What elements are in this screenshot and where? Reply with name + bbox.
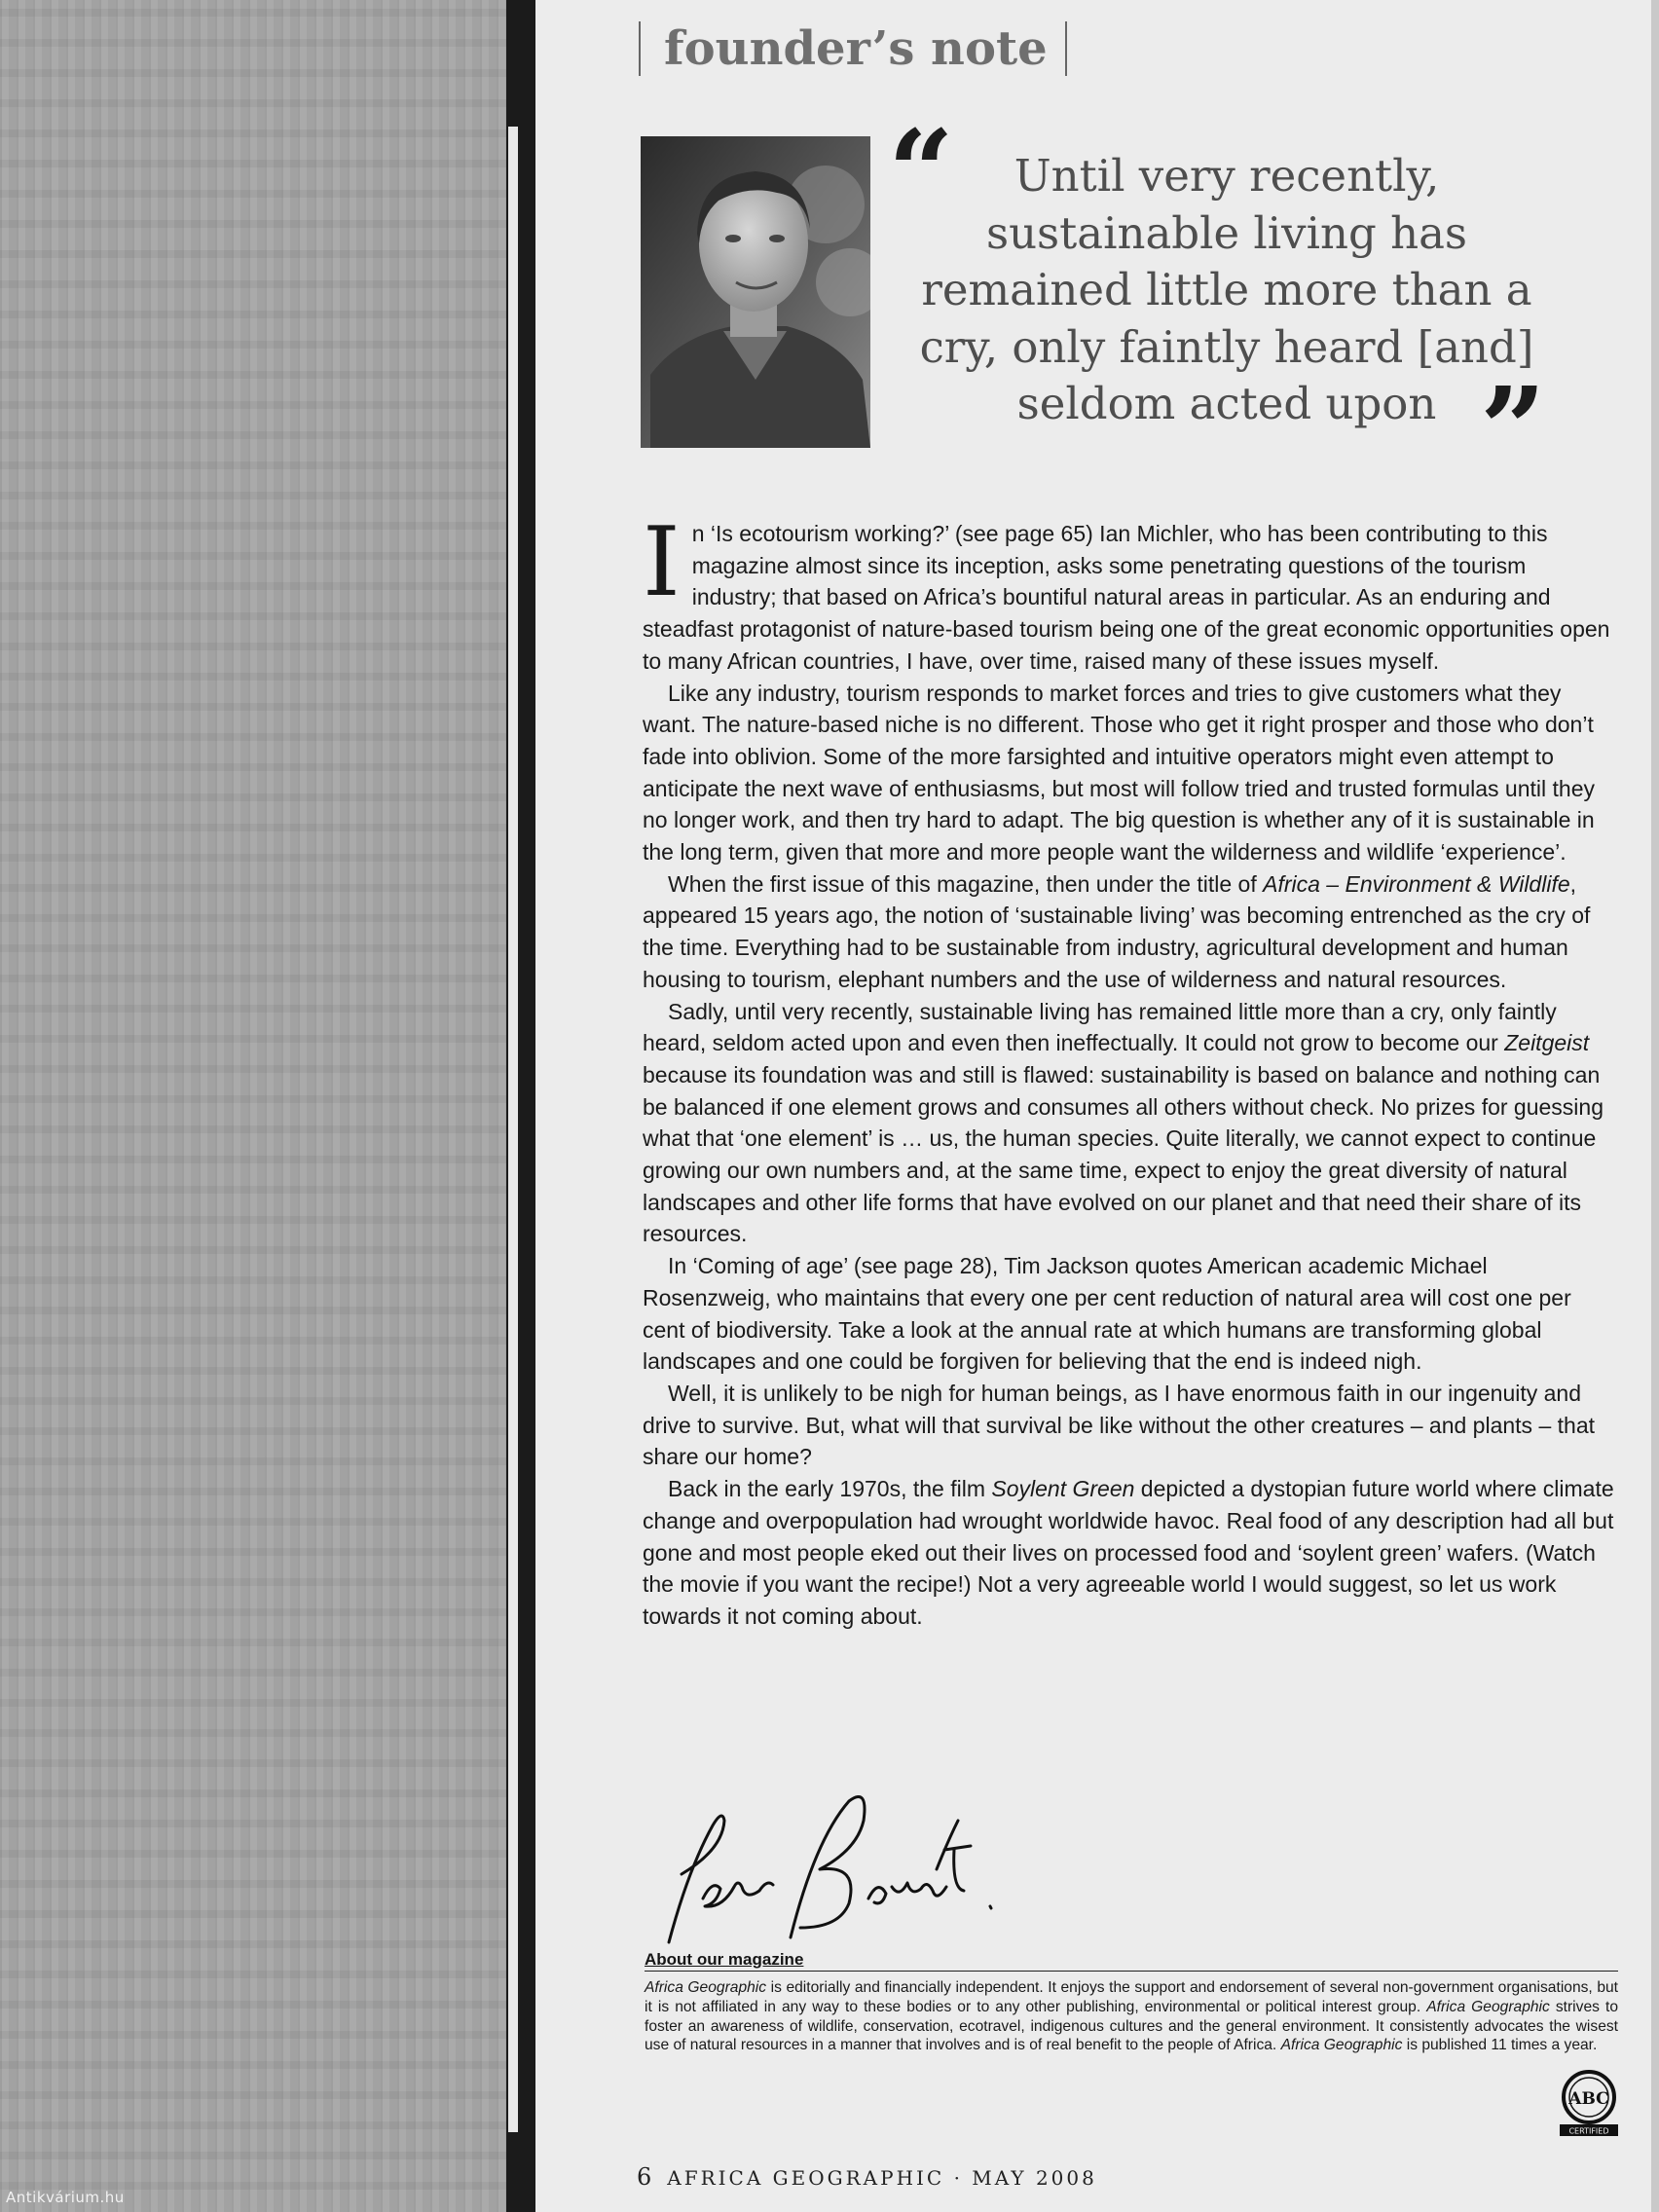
about-text: Africa Geographic is editorially and financially independent. It enjoys the support and endorsement of several non-government organisations, but it is not affiliated in any way to these bodies or to any other publishing, environmental or political interest group. Africa Geographic strives to foster an awareness of wildlife, conservation, ecotravel, indigenous cultures and the general environment. It consistently advocates the wisest use of natural resources in a manner that involves and is of real benefit to the people of Africa. Africa Geographic is published 11 times a year.	[645, 1979, 1618, 2054]
about-heading: About our magazine	[645, 1950, 1618, 1972]
publication-line: AFRICA GEOGRAPHIC · MAY 2008	[667, 2166, 1097, 2190]
wood-background	[0, 0, 506, 2212]
abc-logo-letters: ABC	[1568, 2089, 1609, 2109]
abc-certified-logo	[1558, 2068, 1620, 2138]
drop-cap: I	[643, 507, 681, 618]
spine-page-strip	[508, 127, 518, 2132]
pull-quote: Until very recently, sustainable living has remained little more than a cry, only faintly heard [and] seldom acted upon	[919, 150, 1534, 429]
article-paragraph: In ‘Coming of age’ (see page 28), Tim Jackson quotes American academic Michael Rosenzweig, who maintains that every one per cent reduction of natural area will cost one per cent of biodiversity. Take a look at the annual rate at which humans are transforming global landscapes and one could be forgiven for believing that the end is indeed nigh.	[643, 1253, 1571, 1375]
magazine-page	[535, 0, 1659, 2212]
page-number: 6	[637, 2163, 652, 2191]
page-footer	[637, 2163, 1097, 2191]
section-title: founder’s note	[639, 21, 1067, 76]
watermark: Antikvárium.hu	[6, 2189, 125, 2206]
quote-open-mark: “	[888, 104, 954, 240]
page-edge	[1651, 0, 1659, 2212]
founder-portrait	[641, 136, 870, 448]
article-paragraph: Like any industry, tourism responds to market forces and tries to give customers what they want. The nature-based niche is no different. Those who get it right prosper and those who don’t fade into oblivion. Some of the more farsighted and intuitive operators might even attempt to anticipate the next wave of enthusiasms, but most will follow tried and trusted formulas until they no longer work, and then try hard to adapt. The big question is whether any of it is sustainable in the long term, given that more and more people want the wilderness and wildlife ‘experience’.	[643, 680, 1595, 866]
quote-close-mark: ”	[1480, 361, 1546, 497]
article-paragraph: In ‘Is ecotourism working?’ (see page 65) Ian Michler, who has been contributing to this magazine almost since its inception, asks some penetrating questions of the tourism industry; that based on Africa’s bountiful natural areas in particular. As an enduring and steadfast protagonist of nature-based tourism being one of the great economic opportunities open to many African countries, I have, over time, raised many of these issues myself.	[643, 507, 1610, 674]
abc-logo-caption: CERTIFIED	[1568, 2126, 1609, 2136]
signature	[645, 1782, 1005, 1957]
article-paragraph: Well, it is unlikely to be nigh for human beings, as I have enormous faith in our ingenuity and drive to survive. But, what will that survival be like without the other creatures – and plants – that share our home?	[643, 1380, 1595, 1470]
article-paragraph: Back in the early 1970s, the film Soylent Green depicted a dystopian future world where climate change and overpopulation had wrought worldwide havoc. Real food of any description had all but gone and most people eked out their lives on processed food and ‘soylent green’ wafers. (Watch the movie if you want the recipe!) Not a very agreeable world I would suggest, so let us work towards it not coming about.	[643, 1476, 1614, 1629]
article-paragraph: When the first issue of this magazine, then under the title of Africa – Environment & Wildlife, appeared 15 years ago, the notion of ‘sustainable living’ was becoming entrenched as the cry of the time. Everything had to be sustainable from industry, agricultural development and human housing to tourism, elephant numbers and the use of wilderness and natural resources.	[643, 870, 1591, 992]
article-body	[643, 507, 1616, 1633]
article-paragraph: Sadly, until very recently, sustainable living has remained little more than a cry, only faintly heard, seldom acted upon and even then ineffectually. It could not grow to become our Zeitgeist because its foundation was and still is flawed: sustainability is based on balance and nothing can be balanced if one element grows and consumes all others without check. No prizes for guessing what that ‘one element’ is … us, the human species. Quite literally, we cannot expect to continue growing our own numbers and, at the same time, expect to enjoy the great diversity of natural landscapes and other life forms that have evolved on our planet and that need their share of its resources.	[643, 998, 1604, 1247]
